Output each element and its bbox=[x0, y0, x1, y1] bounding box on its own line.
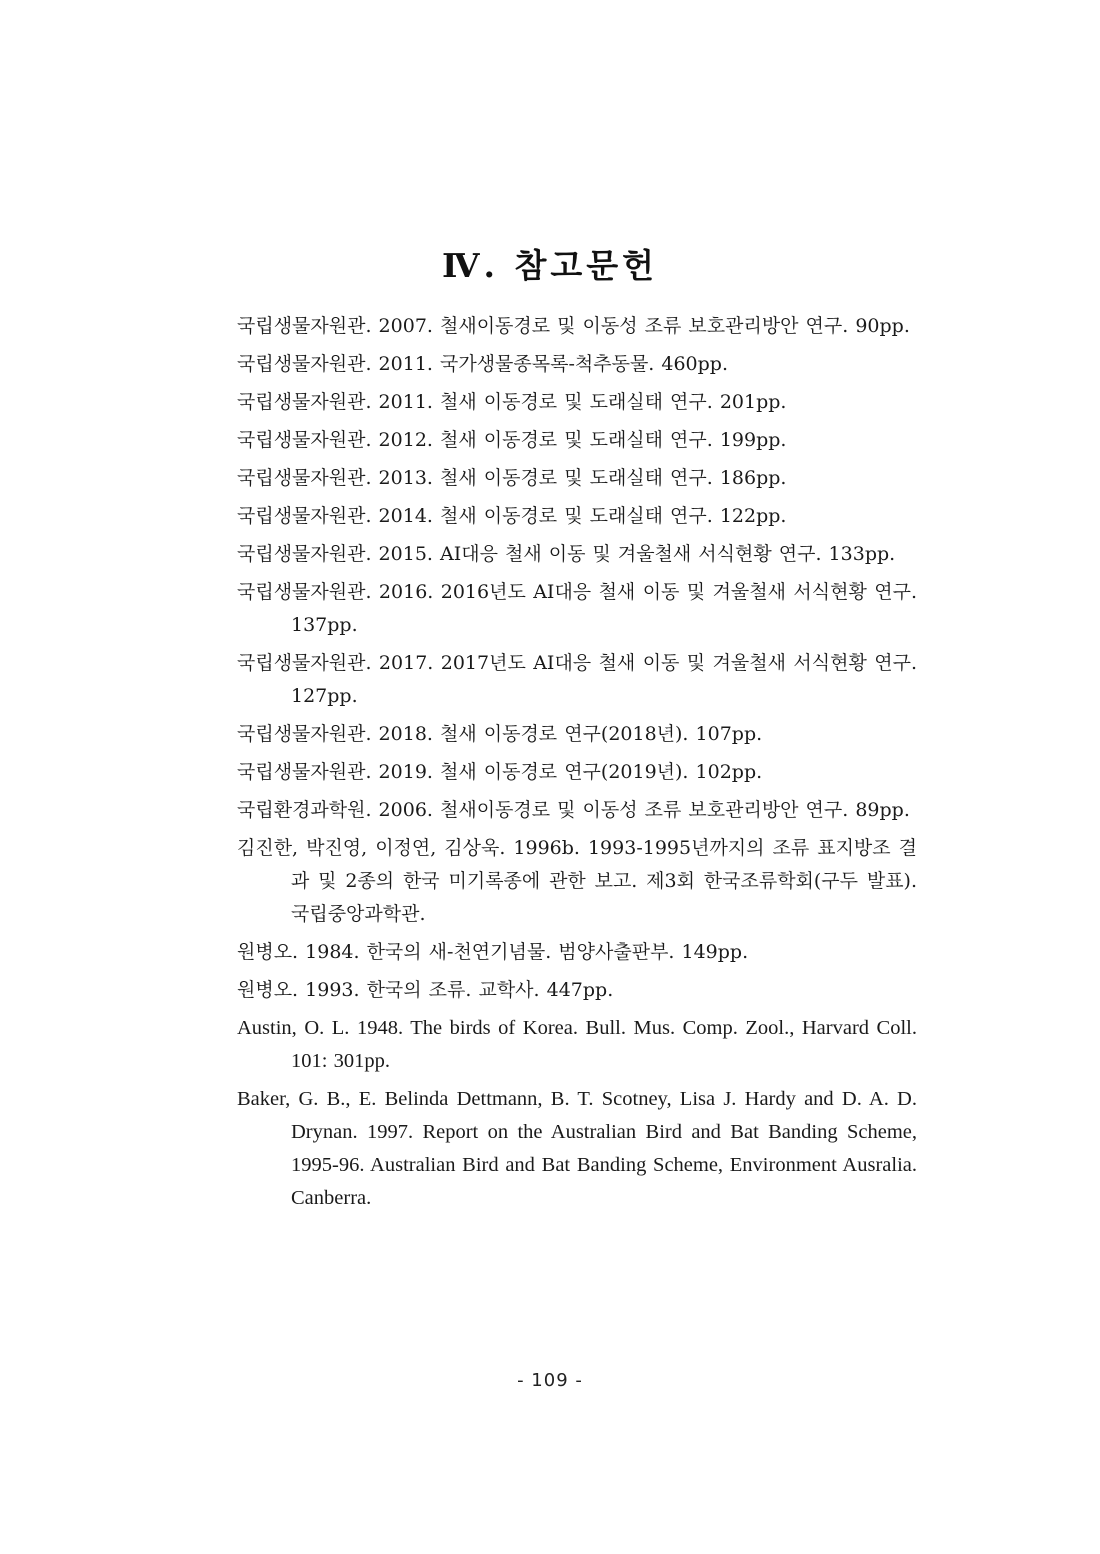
reference-item: 국립생물자원관. 2014. 철새 이동경로 및 도래실태 연구. 122pp. bbox=[237, 505, 787, 527]
reference-item: Baker, G. B., E. Belinda Dettmann, B. T. Scotney, Lisa J. Hardy and D. A. D. Drynan. 1997. Report on the Australian Bird and Bat Banding Scheme, 1995-96. Australian Bird and Bat Banding Scheme, Environment Ausralia. Canberra. bbox=[237, 1088, 917, 1209]
reference-item: Austin, O. L. 1948. The birds of Korea. Bull. Mus. Comp. Zool., Harvard Coll. 101: 301pp. bbox=[237, 1017, 917, 1072]
reference-item: 국립환경과학원. 2006. 철새이동경로 및 이동성 조류 보호관리방안 연구. 89pp. bbox=[237, 799, 910, 821]
reference-item: 국립생물자원관. 2013. 철새 이동경로 및 도래실태 연구. 186pp. bbox=[237, 467, 787, 489]
reference-item: 국립생물자원관. 2016. 2016년도 AI대응 철새 이동 및 겨울철새 서식현황 연구. 137pp. bbox=[237, 581, 917, 636]
reference-list bbox=[237, 310, 917, 1220]
reference-item: 국립생물자원관. 2017. 2017년도 AI대응 철새 이동 및 겨울철새 서식현황 연구. 127pp. bbox=[237, 652, 917, 707]
reference-item: 국립생물자원관. 2012. 철새 이동경로 및 도래실태 연구. 199pp. bbox=[237, 429, 787, 451]
reference-item: 국립생물자원관. 2011. 철새 이동경로 및 도래실태 연구. 201pp. bbox=[237, 391, 787, 413]
reference-item: 국립생물자원관. 2011. 국가생물종목록-척추동물. 460pp. bbox=[237, 353, 729, 375]
reference-item: 김진한, 박진영, 이정연, 김상욱. 1996b. 1993-1995년까지의 조류 표지방조 결과 및 2종의 한국 미기록종에 관한 보고. 제3회 한국조류학회(구두 발표). 국립중앙과학관. bbox=[237, 837, 917, 925]
reference-item: 원병오. 1984. 한국의 새-천연기념물. 범양사출판부. 149pp. bbox=[237, 941, 749, 963]
reference-item: 원병오. 1993. 한국의 조류. 교학사. 447pp. bbox=[237, 979, 614, 1001]
reference-item: 국립생물자원관. 2007. 철새이동경로 및 이동성 조류 보호관리방안 연구. 90pp. bbox=[237, 315, 910, 337]
reference-item: 국립생물자원관. 2019. 철새 이동경로 연구(2019년). 102pp. bbox=[237, 761, 763, 783]
page-number: - 109 - bbox=[517, 1370, 583, 1391]
page-title: Ⅳ. 참고문헌 bbox=[442, 246, 658, 286]
reference-item: 국립생물자원관. 2018. 철새 이동경로 연구(2018년). 107pp. bbox=[237, 723, 763, 745]
reference-item: 국립생물자원관. 2015. AI대응 철새 이동 및 겨울철새 서식현황 연구. 133pp. bbox=[237, 543, 896, 565]
